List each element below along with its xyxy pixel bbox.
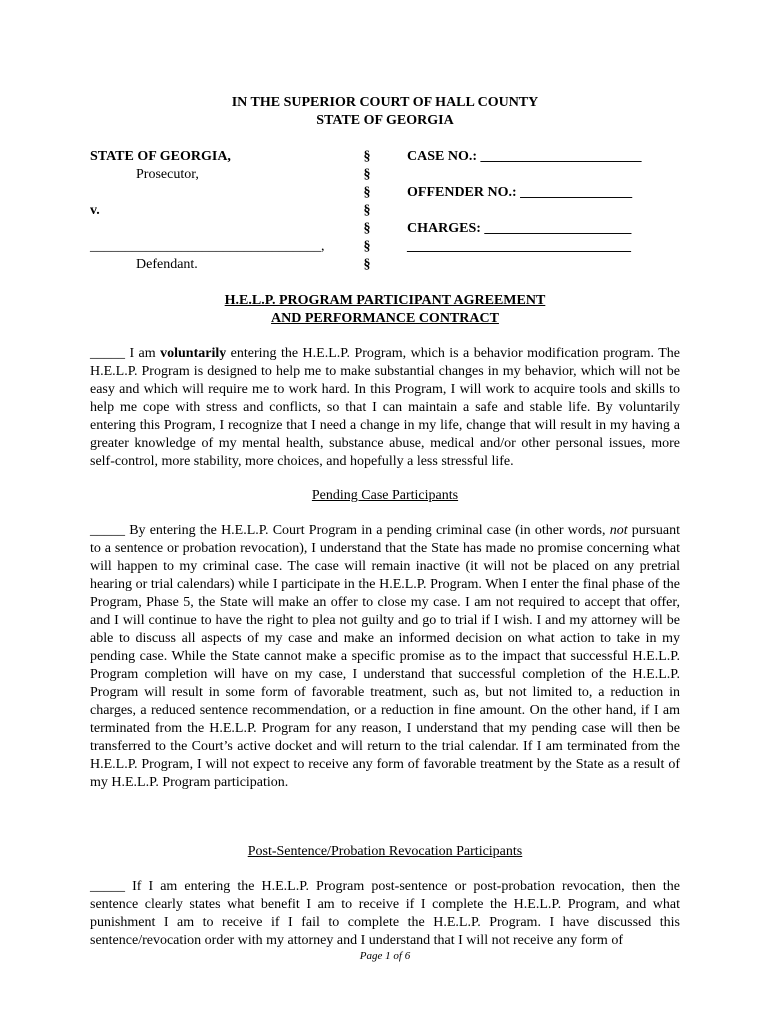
charges-label: CHARGES: [407,221,481,236]
versus-label: v. [90,203,100,218]
pending-emphasis: not [609,523,628,538]
court-name: IN THE SUPERIOR COURT OF HALL COUNTY [231,95,539,110]
charges-blank: _____________________ [484,221,632,236]
section-symbol: § [363,203,371,218]
intro-text-rest: entering the H.E.L.P. Program, which is a behavior modification program. The H.E.L.P. Program is designed to help me to make substantial changes in my behavior, which will not be easy and which will require me to work hard. In this Program, I will work to acquire tools and skills to help me cope with stress and conflicts, so that I can maintain a safe and stable life. By voluntarily entering this Program, I recognize that I need a change in my life, change that will result in my having a greater knowledge of my mental health, substance abuse, medical and/or other personal issues, more self-control, more stability, more choices, and hopefully a less stressful life. [90,346,681,469]
defendant-blank: _________________________________ [90,239,321,254]
defendant-comma: , [321,239,325,254]
defendant-role: Defendant. [136,257,198,272]
section-symbol: § [363,149,371,164]
agreement-title-line-2: AND PERFORMANCE CONTRACT [271,311,499,326]
plaintiff-name: STATE OF GEORGIA, [90,149,231,164]
offender-number-label: OFFENDER NO.: [407,185,517,200]
pending-heading: Pending Case Participants [311,488,459,503]
intro-initial-blank: _____ [90,346,125,361]
post-initial-blank: _____ [90,879,125,894]
intro-emphasis: voluntarily [160,346,227,361]
section-symbol: § [363,185,371,200]
agreement-title-line-1: H.E.L.P. PROGRAM PARTICIPANT AGREEMENT [224,293,546,308]
section-symbol-column [360,148,374,274]
post-sentence-paragraph [90,878,680,950]
pending-text-rest: pursuant to a sentence or probation revocation), I understand that the State has made no promise concerning what will happen to my criminal case. The case will remain inactive (it will not be placed on any pretrial hearing or trial calendars) while I participate in the H.E.L.P. Program. When I enter the final phase of the Program, Phase 5, the State will make an offer to close my case. I am not required to accept that offer, and I will continue to have the right to plea not guilty and go to trial if I wish. I and my attorney will be able to discuss all aspects of my case and make an informed decision on what action to take in my pending case. While the State cannot make a specific promise as to the impact that successful H.E.L.P. Program completion will have on my case, I understand that successful completion of the H.E.L.P. Program will result in some form of favorable treatment, such as, but not limited to, a reduction in charges, a reduced sentence recommendation, or a reduction in fine amount. On the other hand, if I am terminated from the H.E.L.P. Program for any reason, I understand that my pending case will then be transferred to the Court’s active docket and will return to the trial calendar. If I am terminated from the H.E.L.P. Program, I will not expect to receive any form of favorable treatment by the State as a result of my H.E.L.P. Program participation. [90,523,680,790]
case-number-field [407,148,642,166]
offender-number-blank: ________________ [520,185,633,200]
charges-blank-line-2: ________________________________ [407,239,631,254]
case-number-blank: _______________________ [480,149,642,164]
case-number-label: CASE NO.: [407,149,478,164]
post-sentence-heading: Post-Sentence/Probation Revocation Participants [247,844,523,859]
defendant-name-line [90,238,325,256]
section-symbol: § [363,257,371,272]
intro-paragraph [90,345,680,471]
section-symbol: § [363,221,371,236]
charges-field [407,220,631,238]
page-number: Page 1 of 6 [359,950,411,962]
court-state: STATE OF GEORGIA [316,113,454,128]
plaintiff-role: Prosecutor, [136,167,199,182]
intro-text-start: I am [125,346,161,361]
section-symbol: § [363,239,371,254]
pending-paragraph [90,522,680,792]
offender-number-field [407,184,632,202]
pending-text-start: By entering the H.E.L.P. Court Program in a pending criminal case (in other words, [125,523,610,538]
post-text: If I am entering the H.E.L.P. Program post-sentence or post-probation revocation, then the sentence clearly states what benefit I am to receive if I complete the H.E.L.P. Program, and what punishment I am to receive if I fail to complete the H.E.L.P. Program. I have discussed this sentence/revocation order with my attorney and I understand that I will not receive any form of [90,879,680,948]
section-symbol: § [363,167,371,182]
pending-initial-blank: _____ [90,523,125,538]
